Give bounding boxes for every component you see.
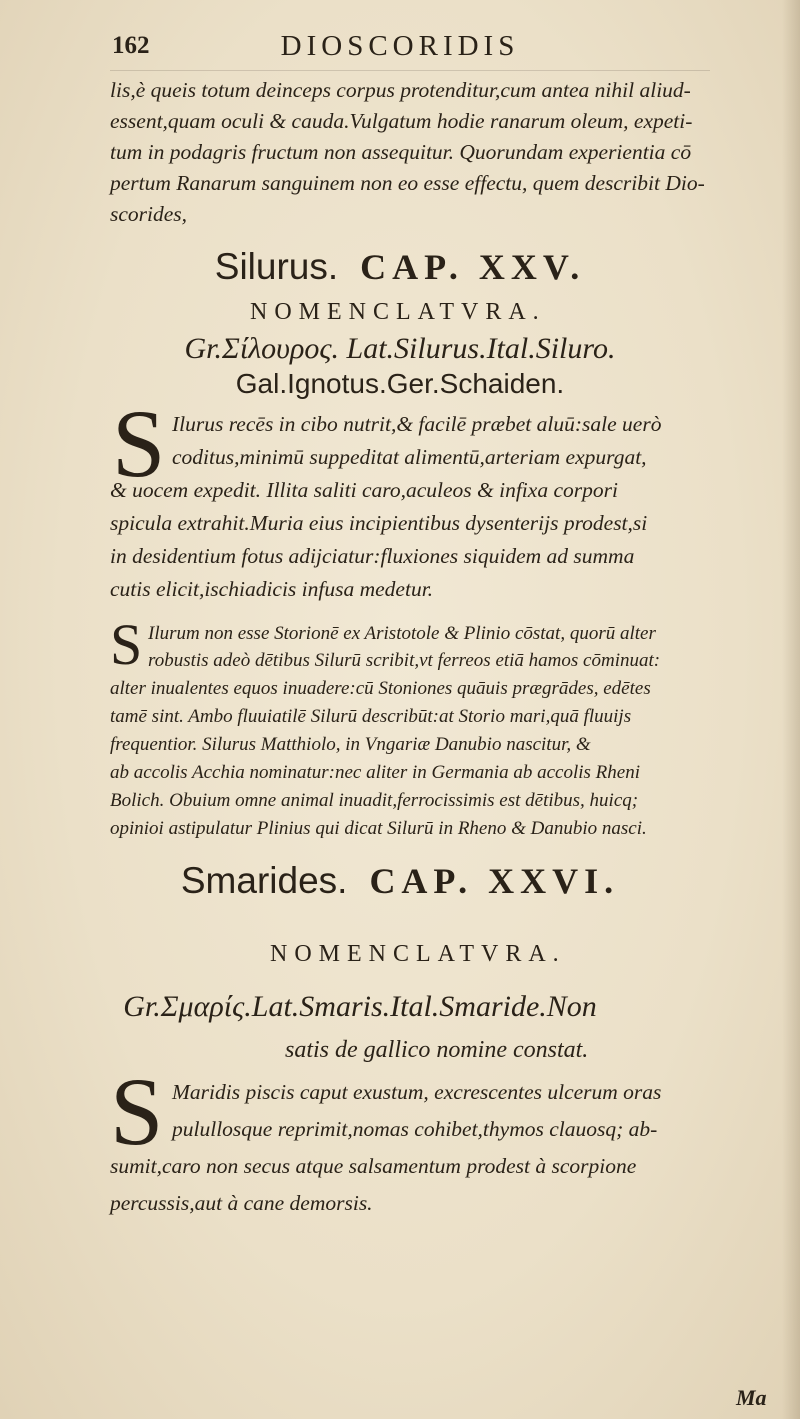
page-number: 162 [112,32,150,59]
text-line: cutis elicit,ischiadicis infusa medetur. [110,577,434,601]
commentary-line: alter inualentes equos inuadere:cū Stoniones quāuis prægrādes, edētes [110,678,651,699]
text-line: coditus,minimū suppeditat alimentū,arteriam expurgat, [172,445,647,469]
drop-capital: S [110,1058,164,1165]
species-names: Gr.Σίλουρος. Lat.Silurus.Ital.Siluro. [184,332,616,365]
commentary-line: tamē sint. Ambo fluuiatilē Silurū describūt:at Storio mari,quā fluuijs [110,706,632,727]
running-title: DIOSCORIDIS [280,30,520,62]
page-header [0,26,800,66]
nomenclatura-label: NOMENCLATVRA. [270,941,566,967]
species-names: Gr.Σμαρίς.Lat.Smaris.Ital.Smaride.Non [123,990,597,1023]
text-line: pulullosque reprimit,nomas cohibet,thymos clauosq; ab- [172,1117,658,1141]
page-edge-shadow [782,0,800,1419]
chapter-heading-smarides [0,862,800,899]
species-names-vernacular: Gal.Ignotus.Ger.Schaiden. [235,368,565,399]
commentary-line: robustis adeò dētibus Silurū scribit,vt ferreos etiā hamos cōminuat: [148,650,661,671]
commentary-line: Bolich. Obuium omne animal inuadit,ferrocissimis est dētibus, huicq; [110,790,639,811]
nomenclatura-label: NOMENCLATVRA. [250,299,546,325]
commentary-line: frequentior. Silurus Matthiolo, in Vngariæ Danubio nascitur, & [110,734,591,755]
chapter-number: CAP. XXVI. [369,861,620,901]
drop-capital-commentary: S [110,612,143,677]
intro-line: essent,quam oculi & cauda.Vulgatum hodie ranarum oleum, expeti- [110,109,693,133]
intro-line: scorides, [110,202,188,226]
chapter-heading-silurus [0,248,800,285]
text-line: in desidentium fotus adijciatur:fluxiones siquidem ad summa [110,544,635,568]
catchword: Ma [736,1385,767,1410]
text-line: Ilurus recēs in cibo nutrit,& facilē præbet aluū:sale uerò [172,412,662,436]
drop-capital: S [112,390,166,497]
commentary-line: ab accolis Acchia nominatur:nec aliter in Germania ab accolis Rheni [110,762,640,783]
intro-line: lis,è queis totum deinceps corpus protenditur,cum antea nihil aliud- [110,78,691,102]
species-names-note: satis de gallico nomine constat. [285,1037,589,1063]
header-rule [110,70,710,71]
text-line: percussis,aut à cane demorsis. [110,1191,373,1215]
text-line: & uocem expedit. Illita saliti caro,aculeos & infixa corpori [110,478,618,502]
commentary-line: Ilurum non esse Storionē ex Aristotole & Plinio cōstat, quorū alter [148,623,656,644]
intro-line: tum in podagris fructum non assequitur. Quorundam experientia cō [110,140,692,164]
chapter-number: CAP. XXV. [360,247,586,287]
text-line: spicula extrahit.Muria eius incipientibus dysenterijs prodest,si [110,511,648,535]
commentary-line: opinioi astipulatur Plinius qui dicat Silurū in Rheno & Danubio nasci. [110,818,647,839]
chapter-title: Smarides. [180,860,348,901]
text-line: Maridis piscis caput exustum, excrescentes ulcerum oras [172,1080,662,1104]
chapter-title: Silurus. [214,246,339,287]
intro-line: pertum Ranarum sanguinem non eo esse effectu, quem describit Dio- [110,171,705,195]
text-line: sumit,caro non secus atque salsamentum prodest à scorpione [110,1154,637,1178]
